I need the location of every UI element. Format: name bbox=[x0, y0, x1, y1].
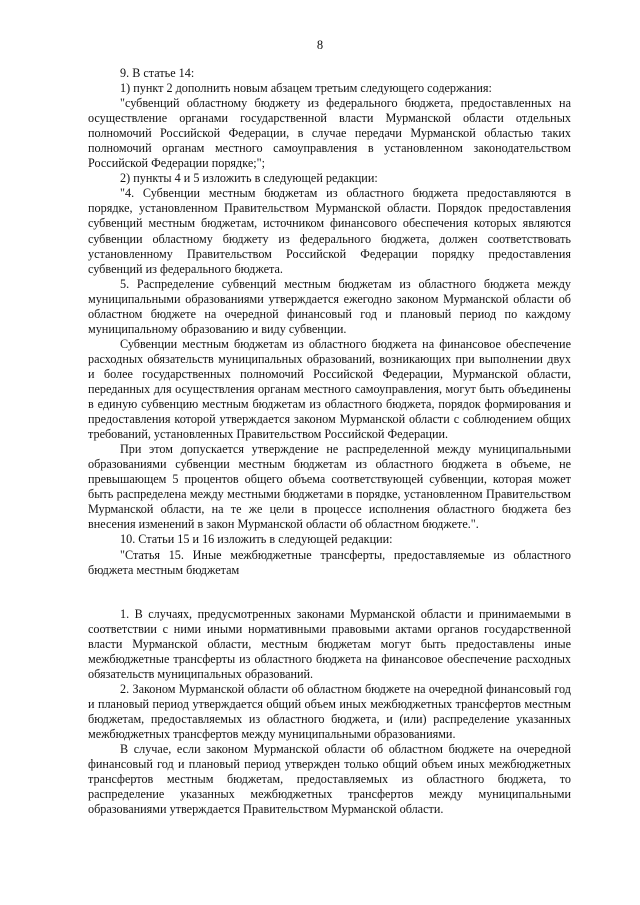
paragraph: 5. Распределение субвенций местным бюджетам из областного бюджета между муниципальными образованиями утверждается ежегодно законом Мурманской области об областном бюджете на очередной финансовый год и плановый период по каждому муниципальному образованию и виду субвенции. bbox=[88, 276, 571, 336]
paragraph: 1) пункт 2 дополнить новым абзацем третьим следующего содержания: bbox=[120, 81, 492, 96]
paragraph: 2. Законом Мурманской области об областном бюджете на очередной финансовый год и плановый период утверждается общий объем иных межбюджетных трансфертов местным бюджетам, предоставляемых из областного бюджета, и (или) распределение указанных межбюджетных трансфертов между муниципальными образованиями. bbox=[88, 681, 571, 741]
paragraph: 1. В случаях, предусмотренных законами Мурманской области и принимаемыми в соответствии с ними иными нормативными правовыми актами органов государственной власти Мурманской области, местным бюджетам могут быть предоставлены иные межбюджетные трансферты из областного бюджета на финансовое обеспечение расходных обязательств муниципальных образований. bbox=[88, 606, 571, 681]
document-body bbox=[88, 66, 571, 817]
paragraph: "4. Субвенции местным бюджетам из областного бюджета предоставляются в порядке, установленном Правительством Мурманской области. Порядок предоставления субвенций местным бюджетам, источником финансового обеспечения которых являются субвенции областному бюджету из федерального бюджета, должен соответствовать установленному Правительством Российской Федерации порядку предоставления субвенций из федерального бюджета. bbox=[88, 186, 571, 276]
page-number: 8 bbox=[316, 38, 324, 52]
paragraph: Субвенции местным бюджетам из областного бюджета на финансовое обеспечение расходных обязательств муниципальных образований, возникающих при выполнении двух и более государственных полномочий Российской Федерации, Мурманской области, переданных для осуществления органам местного самоуправления, могут быть объединены в единую субвенцию местным бюджетам из областного бюджета, порядок формирования и предоставления которой утверждается законом Мурманской области с соблюдением общих требований, установленных Правительством Российской Федерации. bbox=[88, 336, 571, 442]
paragraph: 9. В статье 14: bbox=[120, 66, 195, 80]
paragraph: В случае, если законом Мурманской области об областном бюджете на очередной финансовый год и плановый период утвержден только общий объем иных межбюджетных трансфертов местным бюджетам, предоставляемых из областного бюджета, то распределение указанных межбюджетных трансфертов между муниципальными образованиями утверждается Правительством Мурманской области. bbox=[88, 742, 571, 817]
paragraph: При этом допускается утверждение не распределенной между муниципальными образованиями субвенции местным бюджетам из областного бюджета в объеме, не превышающем 5 процентов общего объема соответствующей субвенции, которая может быть распределена между местными бюджетами в порядке, установленном Правительством Мурманской области, на те же цели в процессе исполнения областного бюджета без внесения изменений в закон Мурманской области об областном бюджете.". bbox=[88, 442, 571, 532]
paragraph: "субвенций областному бюджету из федерального бюджета, предоставленных на осуществление органами государственной власти Мурманской области отдельных полномочий Российской Федерации, в случае передачи Мурманской областью таких полномочий органам местного самоуправления в установленном законодательством Российской Федерации порядке;"; bbox=[88, 96, 571, 171]
section-gap bbox=[88, 578, 571, 607]
article-heading: "Статья 15. Иные межбюджетные трансферты, предоставляемые из областного бюджета местным бюджетам bbox=[88, 547, 571, 577]
paragraph: 10. Статьи 15 и 16 изложить в следующей редакции: bbox=[120, 532, 393, 547]
paragraph: 2) пункты 4 и 5 изложить в следующей редакции: bbox=[120, 171, 378, 186]
